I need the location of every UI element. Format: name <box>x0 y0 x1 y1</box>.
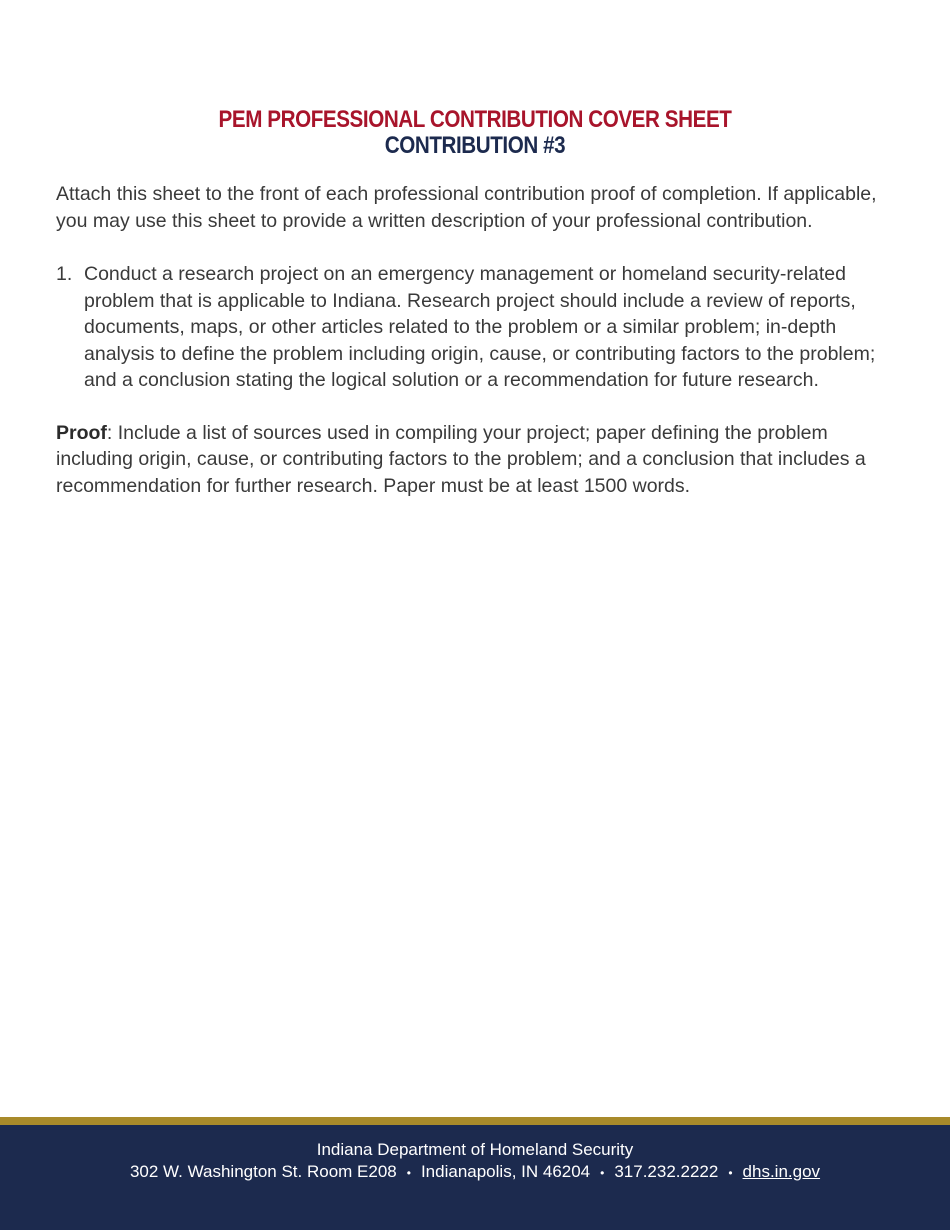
footer-city: Indianapolis, IN 46204 <box>420 1162 591 1181</box>
footer-organization: Indiana Department of Homeland Security <box>316 1140 634 1159</box>
footer <box>0 1125 950 1230</box>
list-item-number: 1. <box>56 263 73 285</box>
intro-paragraph: Attach this sheet to the front of each professional contribution proof of completion. If applicable, you may use this sheet to provide a written description of your professional contribution. <box>56 183 877 232</box>
footer-separator: • <box>406 1165 411 1180</box>
footer-phone: 317.232.2222 <box>614 1162 719 1181</box>
footer-contact-line <box>0 1161 950 1184</box>
proof-text: : Include a list of sources used in compiling your project; paper defining the problem including origin, cause, or contributing factors to the problem; and a conclusion that includes a recommendation for further research. Paper must be at least 1500 words. <box>56 421 866 497</box>
requirements-list <box>56 261 896 394</box>
page-title: PEM PROFESSIONAL CONTRIBUTION COVER SHEET <box>218 106 732 133</box>
footer-address: 302 W. Washington St. Room E208 <box>129 1162 397 1181</box>
proof-label: Proof <box>56 421 107 444</box>
list-item-text: Conduct a research project on an emergency management or homeland security-related problem that is applicable to Indiana. Research project should include a review of reports, documents, maps, or other articles related to the problem or a similar problem; in-depth analysis to define the problem including origin, cause, or contributing factors to the problem; and a conclusion stating the logical solution or a recommendation for future research. <box>84 263 876 391</box>
proof-paragraph <box>56 420 896 500</box>
page-header <box>67 107 884 159</box>
list-item <box>56 261 896 394</box>
footer-separator: • <box>728 1165 733 1180</box>
footer-accent-bar <box>0 1117 950 1125</box>
footer-website-link[interactable]: dhs.in.gov <box>742 1162 821 1181</box>
document-body <box>56 181 896 499</box>
footer-separator: • <box>600 1165 605 1180</box>
page-subtitle: CONTRIBUTION #3 <box>384 132 566 159</box>
